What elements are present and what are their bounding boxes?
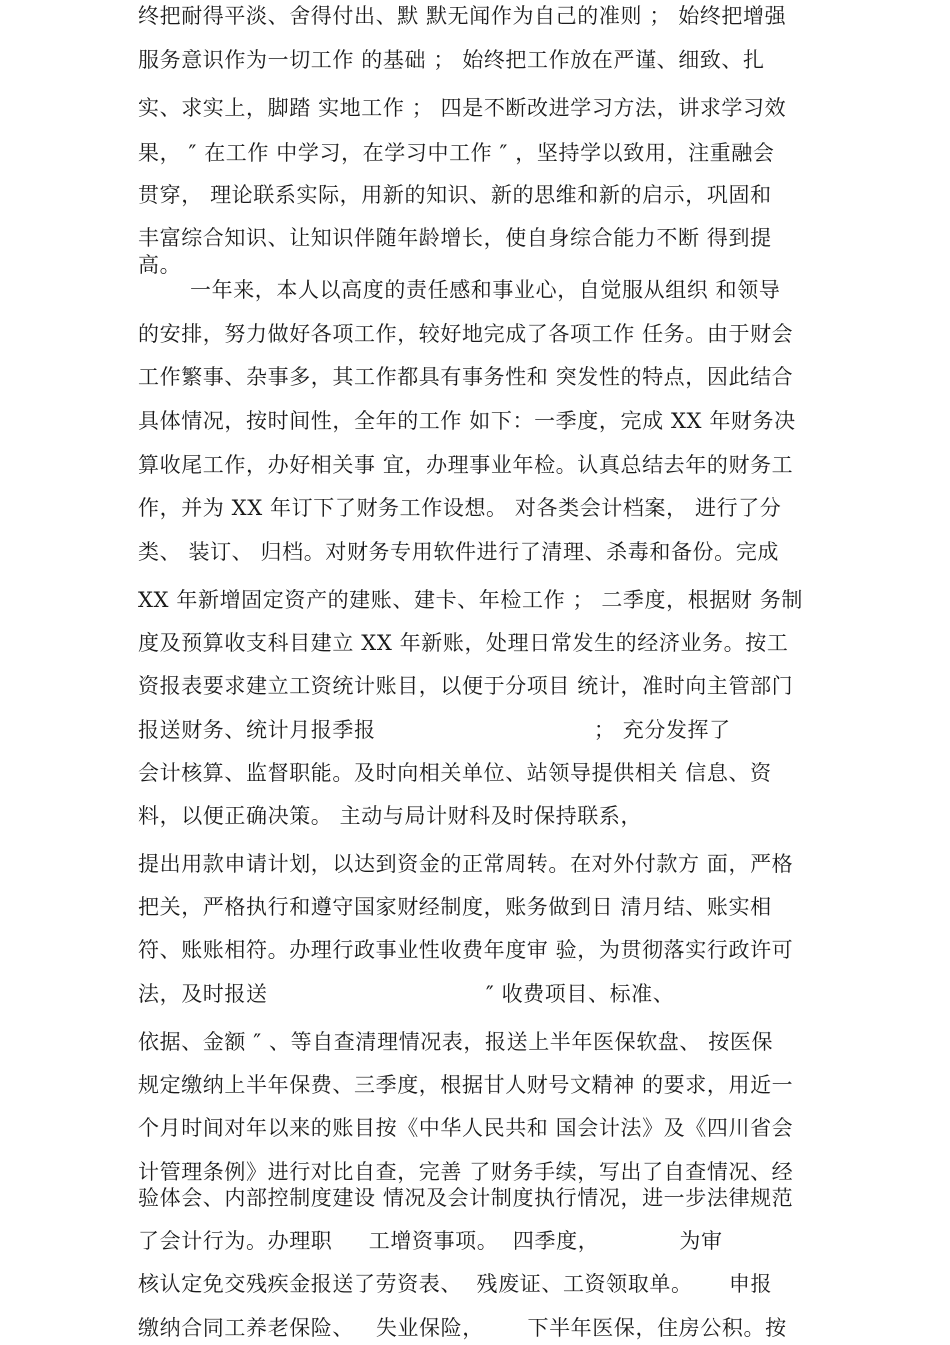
text-line: 提出用款申请计划，以达到资金的正常周转。在对外付款方 面，严格 xyxy=(138,852,794,876)
text-line: 丰富综合知识、让知识伴随年龄增长，使自身综合能力不断 得到提 xyxy=(138,226,772,250)
text-line: 贯穿， 理论联系实际，用新的知识、新的思维和新的启示，巩固和 xyxy=(138,183,772,207)
text-line: 验体会、内部控制度建设 情况及会计制度执行情况，进一步法律规范 xyxy=(138,1186,794,1210)
text-line: 具体情况，按时间性，全年的工作 如下：一季度，完成 XX 年财务决 xyxy=(138,409,796,433)
text-line: 料，以便正确决策。 主动与局计财科及时保持联系， xyxy=(138,804,643,828)
text-line: 资报表要求建立工资统计账目，以便于分项目 统计，准时向主管部门 xyxy=(138,674,794,698)
text-line: 类、 装订、 归档。对财务专用软件进行了清理、杀毒和备份。完成 xyxy=(138,540,779,564)
text-line: 法，及时报送 ″ 收费项目、标准、 xyxy=(138,982,675,1006)
text-line: 终把耐得平淡、舍得付出、默 默无闻作为自己的准则 ； 始终把增强 xyxy=(138,4,787,28)
text-line: 缴纳合同工养老保险、 失业保险， 下半年医保，住房公积。按 xyxy=(138,1316,787,1340)
text-line: 会计核算、监督职能。及时向相关单位、站领导提供相关 信息、资 xyxy=(138,761,772,785)
text-line: 高。 xyxy=(138,253,182,277)
text-line: 了会计行为。办理职 工增资事项。 四季度， 为审 xyxy=(138,1229,723,1253)
text-line: 果， ″ 在工作 中学习，在学习中工作 ″ ，坚持学以致用，注重融会 xyxy=(138,141,775,165)
text-line: 度及预算收支科目建立 XX 年新账，处理日常发生的经济业务。按工 xyxy=(138,631,789,655)
text-line: 实、求实上，脚踏 实地工作 ； 四是不断改进学习方法，讲求学习效 xyxy=(138,96,787,120)
text-line: 把关，严格执行和遵守国家财经制度，账务做到日 清月结、账实相 xyxy=(138,895,772,919)
text-line: 报送财务、统计月报季报 ； 充分发挥了 xyxy=(138,718,731,742)
text-line: 依据、金额 ″ 、等自查清理情况表，报送上半年医保软盘、 按医保 xyxy=(138,1030,774,1054)
text-line: 规定缴纳上半年保费、三季度，根据甘人财号文精神 的要求，用近一 xyxy=(138,1073,794,1097)
paragraph-first-line: 一年来，本人以高度的责任感和事业心，自觉服从组织 和领导 xyxy=(190,278,781,302)
text-line: 作，并为 XX 年订下了财务工作设想。 对各类会计档案， 进行了分 xyxy=(138,496,782,520)
text-line: XX 年新增固定资产的建账、建卡、年检工作 ； 二季度，根据财 务制 xyxy=(138,588,803,612)
text-line: 工作繁事、杂事多，其工作都具有事务性和 突发性的特点，因此结合 xyxy=(138,365,794,389)
text-line: 符、账账相符。办理行政事业性收费年度审 验，为贯彻落实行政许可 xyxy=(138,938,794,962)
text-line: 服务意识作为一切工作 的基础 ； 始终把工作放在严谨、细致、扎 xyxy=(138,48,765,72)
text-line: 核认定免交残疾金报送了劳资表、 残废证、工资领取单。 申报 xyxy=(138,1272,773,1296)
text-line: 个月时间对年以来的账目按《中华人民共和 国会计法》及《四川省会 xyxy=(138,1116,794,1140)
text-line: 的安排，努力做好各项工作，较好地完成了各项工作 任务。由于财会 xyxy=(138,322,794,346)
text-line: 计管理条例》进行对比自查，完善 了财务手续，写出了自查情况、经 xyxy=(138,1160,794,1184)
text-line: 算收尾工作，办好相关事 宜，办理事业年检。认真总结去年的财务工 xyxy=(138,453,794,477)
